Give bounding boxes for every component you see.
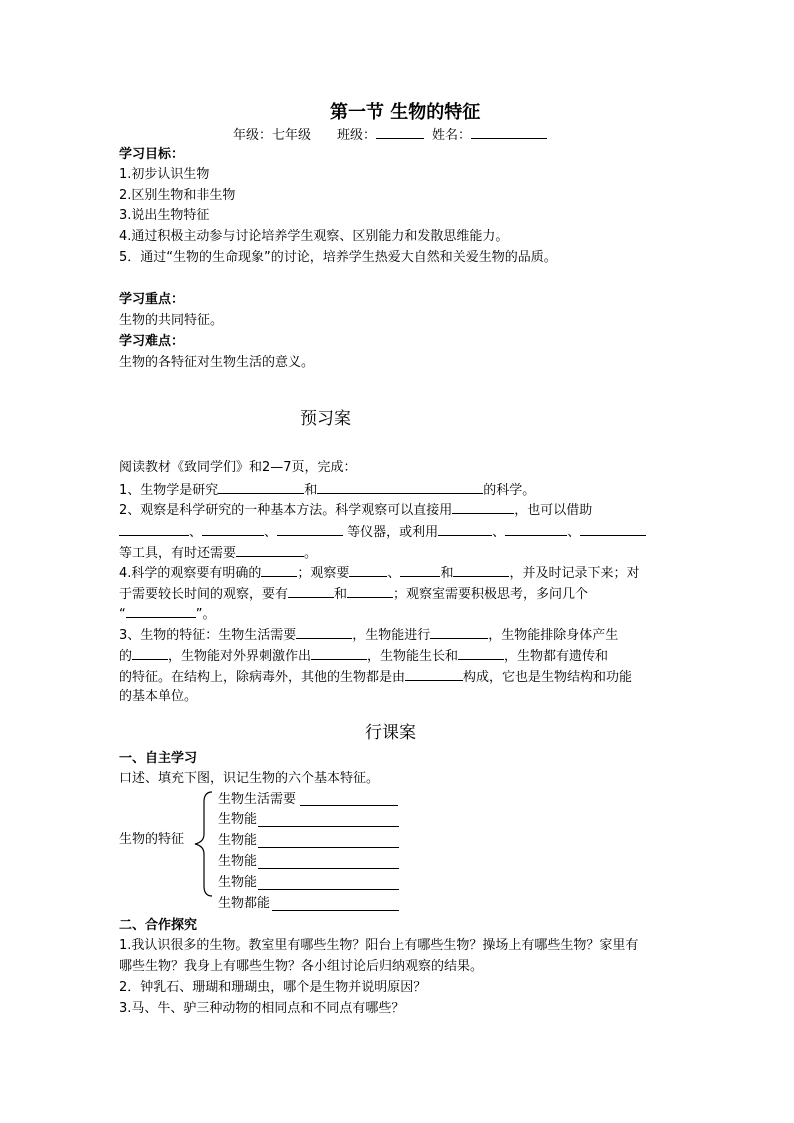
q1-blank-1[interactable] bbox=[218, 479, 304, 494]
goal-item: 3.说出生物特征 bbox=[119, 208, 210, 223]
q2-text-d: 、 bbox=[264, 525, 278, 540]
q2-blank-5[interactable] bbox=[438, 521, 492, 536]
preview-q1 bbox=[119, 479, 535, 501]
q1-text-a: 1、生物学是研究 bbox=[119, 483, 219, 498]
preview-intro: 阅读教材《致同学们》和2—7页，完成： bbox=[119, 460, 357, 475]
diagram-item-2: 生物能 bbox=[218, 812, 258, 827]
q2-blank-8[interactable] bbox=[236, 542, 304, 557]
diagram-item-3: 生物能 bbox=[218, 833, 258, 848]
q3-text-h: 的特征。在结构上，除病毒外，其他的生物都是由 bbox=[119, 670, 406, 685]
q3-text-e: ，生物能对外界刺激作出 bbox=[168, 649, 312, 664]
diagram-root: 生物的特征 bbox=[119, 832, 185, 847]
diagram-blank-2[interactable] bbox=[258, 826, 399, 827]
part2-q3: 3.马、牛、驴三种动物的相同点和不同点有哪些？ bbox=[119, 1001, 405, 1016]
goal-item: 4.通过积极主动参与讨论培养学生观察、区别能力和发散思维能力。 bbox=[119, 229, 509, 244]
q4-text-e: ，并及时记录下来；对 bbox=[509, 566, 640, 581]
part2-q2: 2．钟乳石、珊瑚和珊瑚虫，哪个是生物并说明原因？ bbox=[119, 980, 427, 995]
q3-text-c: ，生物能排除身体产生 bbox=[488, 628, 619, 643]
q4-blank-3[interactable] bbox=[400, 562, 440, 577]
q4-text-f: 于需要较长时间的观察，要有 bbox=[119, 587, 289, 602]
q2-text-e: 等仪器，或利用 bbox=[343, 525, 439, 540]
diagram-item-4: 生物能 bbox=[218, 854, 258, 869]
q2-text-i: 。 bbox=[304, 546, 318, 561]
q2-text-f: 、 bbox=[492, 525, 506, 540]
goals-heading: 学习目标： bbox=[119, 147, 185, 162]
brace-icon bbox=[192, 790, 216, 898]
q1-blank-2[interactable] bbox=[317, 479, 483, 494]
difficulties-heading: 学习难点： bbox=[119, 334, 185, 349]
q4-blank-4[interactable] bbox=[453, 562, 509, 577]
lesson-heading: 行课案 bbox=[365, 723, 416, 743]
preview-q2-line1 bbox=[119, 499, 592, 521]
q3-blank-6[interactable] bbox=[405, 666, 463, 681]
q2-text-b: ，也可以借助 bbox=[514, 503, 593, 518]
q3-text-d: 的 bbox=[119, 649, 133, 664]
part2-q1-line1: 1.我认识很多的生物。教室里有哪些生物？阳台上有哪些生物？操场上有哪些生物？家里有 bbox=[119, 938, 639, 953]
q4-text-a: 4.科学的观察要有明确的 bbox=[119, 566, 262, 581]
preview-q3-line3 bbox=[119, 666, 632, 688]
q2-blank-2[interactable] bbox=[119, 521, 189, 536]
preview-q3-line1 bbox=[119, 624, 618, 646]
q4-text-b: ；观察要 bbox=[297, 566, 350, 581]
q4-text-c: 、 bbox=[387, 566, 401, 581]
q3-text-b: ，生物能进行 bbox=[352, 628, 431, 643]
preview-q4-line1 bbox=[119, 562, 639, 584]
part2-title: 二、合作探究 bbox=[119, 918, 198, 933]
q1-text-b: 和 bbox=[304, 483, 318, 498]
q4-text-j: ”。 bbox=[195, 607, 216, 622]
q2-blank-6[interactable] bbox=[505, 521, 567, 536]
grade-text: 年级：七年级 bbox=[233, 128, 312, 143]
preview-q4-line3 bbox=[119, 603, 216, 625]
q4-blank-7[interactable] bbox=[126, 603, 196, 618]
diagram-blank-1[interactable] bbox=[300, 805, 398, 806]
q4-blank-5[interactable] bbox=[288, 583, 334, 598]
diagram-blank-4[interactable] bbox=[258, 868, 399, 869]
part1-intro: 口述、填充下图，识记生物的六个基本特征。 bbox=[119, 771, 380, 786]
preview-q2-line3 bbox=[119, 542, 317, 564]
q2-text-g: 、 bbox=[567, 525, 581, 540]
q3-text-i: 构成，它也是生物结构和功能 bbox=[463, 670, 633, 685]
diagram-blank-5[interactable] bbox=[258, 889, 399, 890]
keypoints-heading: 学习重点： bbox=[119, 292, 185, 307]
q4-blank-1[interactable] bbox=[261, 562, 297, 577]
q3-blank-1[interactable] bbox=[296, 624, 352, 639]
q3-text-f: ，生物能生长和 bbox=[367, 649, 459, 664]
preview-q2-line2 bbox=[119, 521, 646, 543]
q2-blank-3[interactable] bbox=[202, 521, 264, 536]
q3-blank-3[interactable] bbox=[132, 645, 168, 660]
class-blank[interactable] bbox=[376, 124, 424, 139]
class-label: 班级： bbox=[337, 128, 377, 143]
diagram-blank-3[interactable] bbox=[258, 847, 399, 848]
part1-title: 一、自主学习 bbox=[119, 751, 198, 766]
goal-item: 5．通过“生物的生命现象”的讨论，培养学生热爱大自然和关爱生物的品质。 bbox=[119, 250, 557, 265]
q2-blank-1[interactable] bbox=[452, 499, 514, 514]
diagram-item-1: 生物生活需要 bbox=[218, 792, 297, 807]
q3-blank-2[interactable] bbox=[430, 624, 488, 639]
grade-label bbox=[233, 124, 547, 146]
part2-q1-line2: 哪些生物？我身上有哪些生物？各小组讨论后归纳观察的结果。 bbox=[119, 959, 484, 974]
goal-item: 2.区别生物和非生物 bbox=[119, 188, 236, 203]
preview-q4-line2 bbox=[119, 583, 588, 605]
q3-text-a: 3、生物的特征：生物生活需要 bbox=[119, 628, 297, 643]
diagram-item-6: 生物都能 bbox=[218, 896, 271, 911]
q4-text-h: ；观察室需要积极思考，多问几个 bbox=[393, 587, 589, 602]
q4-text-d: 和 bbox=[440, 566, 454, 581]
q3-blank-4[interactable] bbox=[311, 645, 367, 660]
goal-item: 1.初步认识生物 bbox=[119, 167, 210, 182]
q2-blank-4[interactable] bbox=[277, 521, 343, 536]
q4-text-g: 和 bbox=[334, 587, 348, 602]
q3-blank-5[interactable] bbox=[458, 645, 504, 660]
difficulties-text: 生物的各特征对生物生活的意义。 bbox=[119, 355, 315, 370]
q4-text-i: “ bbox=[119, 607, 126, 622]
preview-q3-line4: 的基本单位。 bbox=[119, 689, 198, 704]
page-title: 第一节 生物的特征 bbox=[330, 102, 481, 123]
diagram-item-5: 生物能 bbox=[218, 875, 258, 890]
q3-text-g: ，生物都有遗传和 bbox=[504, 649, 609, 664]
q4-blank-2[interactable] bbox=[349, 562, 387, 577]
preview-heading: 预习案 bbox=[300, 409, 351, 429]
keypoints-text: 生物的共同特征。 bbox=[119, 313, 224, 328]
q2-text-h: 等工具，有时还需要 bbox=[119, 546, 237, 561]
preview-q3-line2 bbox=[119, 645, 608, 667]
name-blank[interactable] bbox=[471, 124, 547, 139]
q1-text-c: 的科学。 bbox=[483, 483, 536, 498]
q2-text-c: 、 bbox=[189, 525, 203, 540]
diagram-blank-6[interactable] bbox=[272, 910, 399, 911]
q4-blank-6[interactable] bbox=[347, 583, 393, 598]
q2-blank-7[interactable] bbox=[580, 521, 646, 536]
name-label: 姓名： bbox=[432, 128, 472, 143]
q2-text-a: 2、观察是科学研究的一种基本方法。科学观察可以直接用 bbox=[119, 503, 453, 518]
